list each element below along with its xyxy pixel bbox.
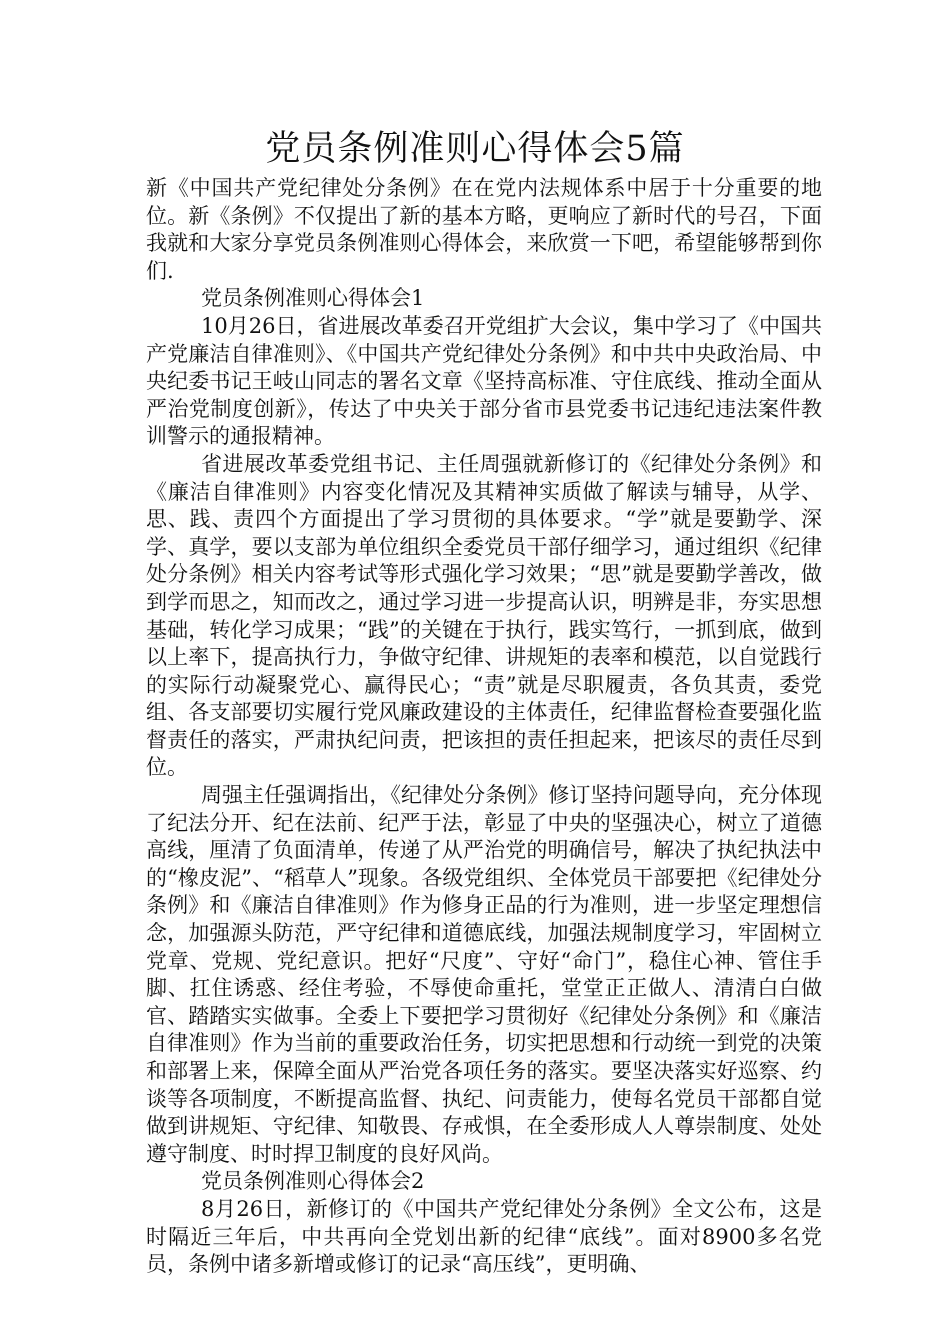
- document-body: [146, 175, 822, 1279]
- section-1-paragraph-2: 省进展改革委党组书记、主任周强就新修订的《纪律处分条例》和《廉洁自律准则》内容变化情况及其精神实质做了解读与辅导，从学、思、践、责四个方面提出了学习贯彻的具体要求。“学”就是要勤学、深学、真学，要以支部为单位组织全委党员干部仔细学习，通过组织《纪律处分条例》相关内容考试等形式强化学习效果；“思”就是要勤学善改，做到学而思之，知而改之，通过学习进一步提高认识，明辨是非，夯实思想基础，转化学习成果；“践”的关键在于执行，践实笃行，一抓到底，做到以上率下，提高执行力，争做守纪律、讲规矩的表率和模范，以自觉践行的实际行动凝聚党心、赢得民心；“责”就是尽职履责，各负其责，委党组、各支部要切实履行党风廉政建设的主体责任，纪律监督检查要强化监督责任的落实，严肃执纪问责，把该担的责任担起来，把该尽的责任尽到位。: [146, 451, 822, 780]
- section-1-paragraph-1: 10月26日，省进展改革委召开党组扩大会议，集中学习了《中国共产党廉洁自律准则》、《中国共产党纪律处分条例》和中共中央政治局、中央纪委书记王岐山同志的署名文章《坚持高标准、守住底线、推动全面从严治党制度创新》，传达了中央关于部分省市县党委书记违纪违法案件教训警示的通报精神。: [146, 313, 822, 449]
- intro-paragraph: 新《中国共产党纪律处分条例》在在党内法规体系中居于十分重要的地位。新《条例》不仅提出了新的基本方略，更响应了新时代的号召，下面我就和大家分享党员条例准则心得体会，来欣赏一下吧，希望能够帮到你们.: [146, 176, 822, 283]
- section-1-paragraph-3: 周强主任强调指出，《纪律处分条例》修订坚持问题导向，充分体现了纪法分开、纪在法前、纪严于法，彰显了中央的坚强决心，树立了道德高线，厘清了负面清单，传递了从严治党的明确信号，解决了执纪执法中的“橡皮泥”、“稻草人”现象。各级党组织、全体党员干部要把《纪律处分条例》和《廉洁自律准则》作为修身正品的行为准则，进一步坚定理想信念，加强源头防范，严守纪律和道德底线，加强法规制度学习，牢固树立党章、党规、党纪意识。把好“尺度”、守好“命门”，稳住心神、管住手脚、扛住诱惑、经住考验，不辱使命重托，堂堂正正做人、清清白白做官、踏踏实实做事。全委上下要把学习贯彻好《纪律处分条例》和《廉洁自律准则》作为当前的重要政治任务，切实把思想和行动统一到党的决策和部署上来，保障全面从严治党各项任务的落实。要坚决落实好巡察、约谈等各项制度，不断提高监督、执纪、问责能力，使每名党员干部都自觉做到讲规矩、守纪律、知敬畏、存戒惧，在全委形成人人尊崇制度、处处遵守制度、时时捍卫制度的良好风尚。: [146, 783, 822, 1166]
- section-heading-2: 党员条例准则心得体会2: [201, 1169, 425, 1194]
- section-2-paragraph-1: 8月26日，新修订的《中国共产党纪律处分条例》全文公布，这是时隔近三年后，中共再向全党划出新的纪律“底线”。面对8900多名党员，条例中诸多新增或修订的记录“高压线”，更明确、: [146, 1196, 822, 1277]
- document-title: 党员条例准则心得体会5篇: [265, 129, 685, 169]
- section-heading-1: 党员条例准则心得体会1: [201, 286, 425, 311]
